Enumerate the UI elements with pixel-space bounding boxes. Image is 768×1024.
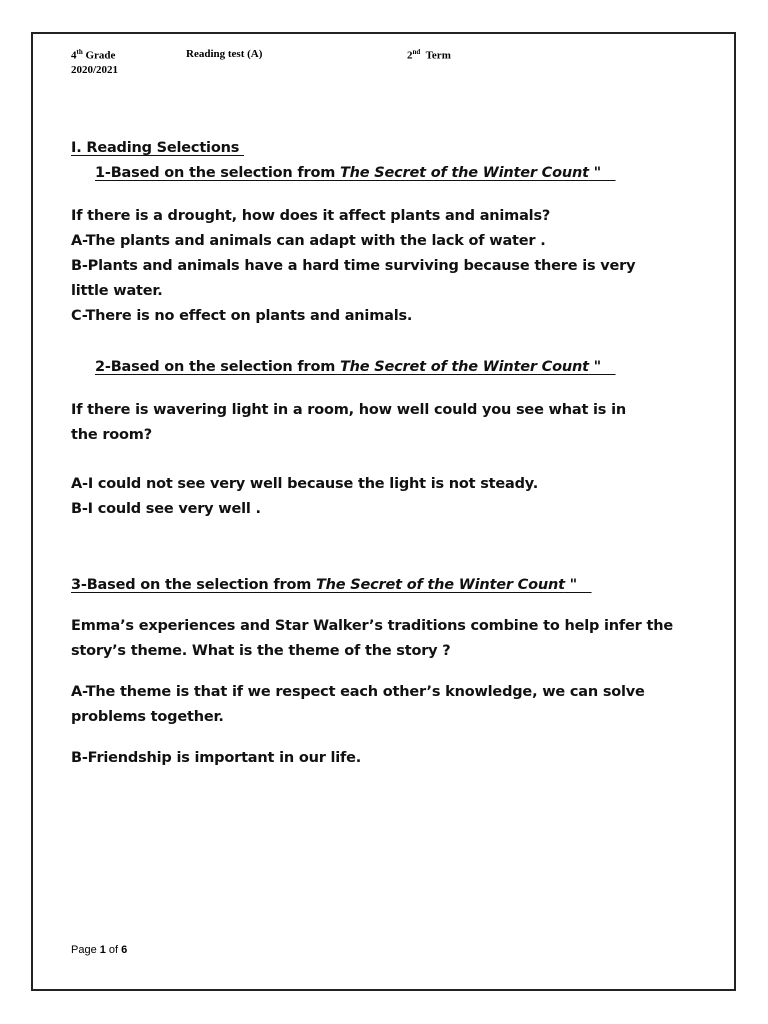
grade-word: Grade <box>82 49 116 62</box>
question-1-answer-a: A-The plants and animals can adapt with the lack of water . <box>71 233 546 249</box>
of-word: of <box>105 944 122 956</box>
question-3-answer-a <box>71 680 721 730</box>
page-number <box>71 944 127 956</box>
total-pages: 6 <box>121 944 128 956</box>
question-2-answer-a: A-I could not see very well because the light is not steady. <box>71 476 539 492</box>
term-number: 2 <box>407 49 413 62</box>
answer-line: A-The theme is that if we respect each other’s knowledge, we can solve <box>71 684 645 700</box>
prompt-line: the room? <box>71 427 152 443</box>
school-year: 2020/2021 <box>71 64 119 76</box>
section-title: I. Reading Selections <box>71 140 244 156</box>
heading-suffix: " <box>588 165 616 181</box>
question-1-answer-b-cont: little water. <box>71 283 163 299</box>
grade-label <box>71 48 115 62</box>
question-2-answers <box>71 472 721 522</box>
term-word: Term <box>420 49 451 62</box>
page-word: Page <box>71 944 100 956</box>
term-label <box>407 48 451 62</box>
grade-number: 4 <box>71 49 77 62</box>
heading-suffix: " <box>588 359 616 375</box>
prompt-line: If there is wavering light in a room, how well could you see what is in <box>71 402 626 418</box>
selection-title: The Secret of the Winter Count <box>315 577 565 593</box>
question-3-heading <box>71 573 721 598</box>
question-1-block <box>71 204 721 329</box>
exam-page <box>31 32 736 991</box>
question-2-heading <box>95 355 745 380</box>
question-1-answer-c: C-There is no effect on plants and animals. <box>71 308 413 324</box>
question-1-prompt: If there is a drought, how does it affect plants and animals? <box>71 208 551 224</box>
question-1-answer-b: B-Plants and animals have a hard time surviving because there is very <box>71 258 636 274</box>
question-3-answer-b: B-Friendship is important in our life. <box>71 750 362 766</box>
prompt-line: story’s theme. What is the theme of the story ? <box>71 643 451 659</box>
heading-prefix: 3-Based on the selection from <box>71 577 316 593</box>
grade-superscript: th <box>76 48 83 56</box>
term-superscript: nd <box>412 48 421 56</box>
question-2-answer-b: B-I could see very well . <box>71 501 261 517</box>
heading-prefix: 2-Based on the selection from <box>95 359 340 375</box>
current-page: 1 <box>99 944 106 956</box>
heading-suffix: " <box>564 577 592 593</box>
answer-line: problems together. <box>71 709 224 725</box>
selection-title: The Secret of the Winter Count <box>339 165 589 181</box>
question-1-heading <box>95 161 745 186</box>
prompt-line: Emma’s experiences and Star Walker’s traditions combine to help infer the <box>71 618 673 634</box>
question-3-prompt <box>71 614 721 664</box>
question-2-prompt <box>71 398 721 448</box>
heading-prefix: 1-Based on the selection from <box>95 165 340 181</box>
test-name: Reading test (A) <box>186 48 263 60</box>
selection-title: The Secret of the Winter Count <box>339 359 589 375</box>
